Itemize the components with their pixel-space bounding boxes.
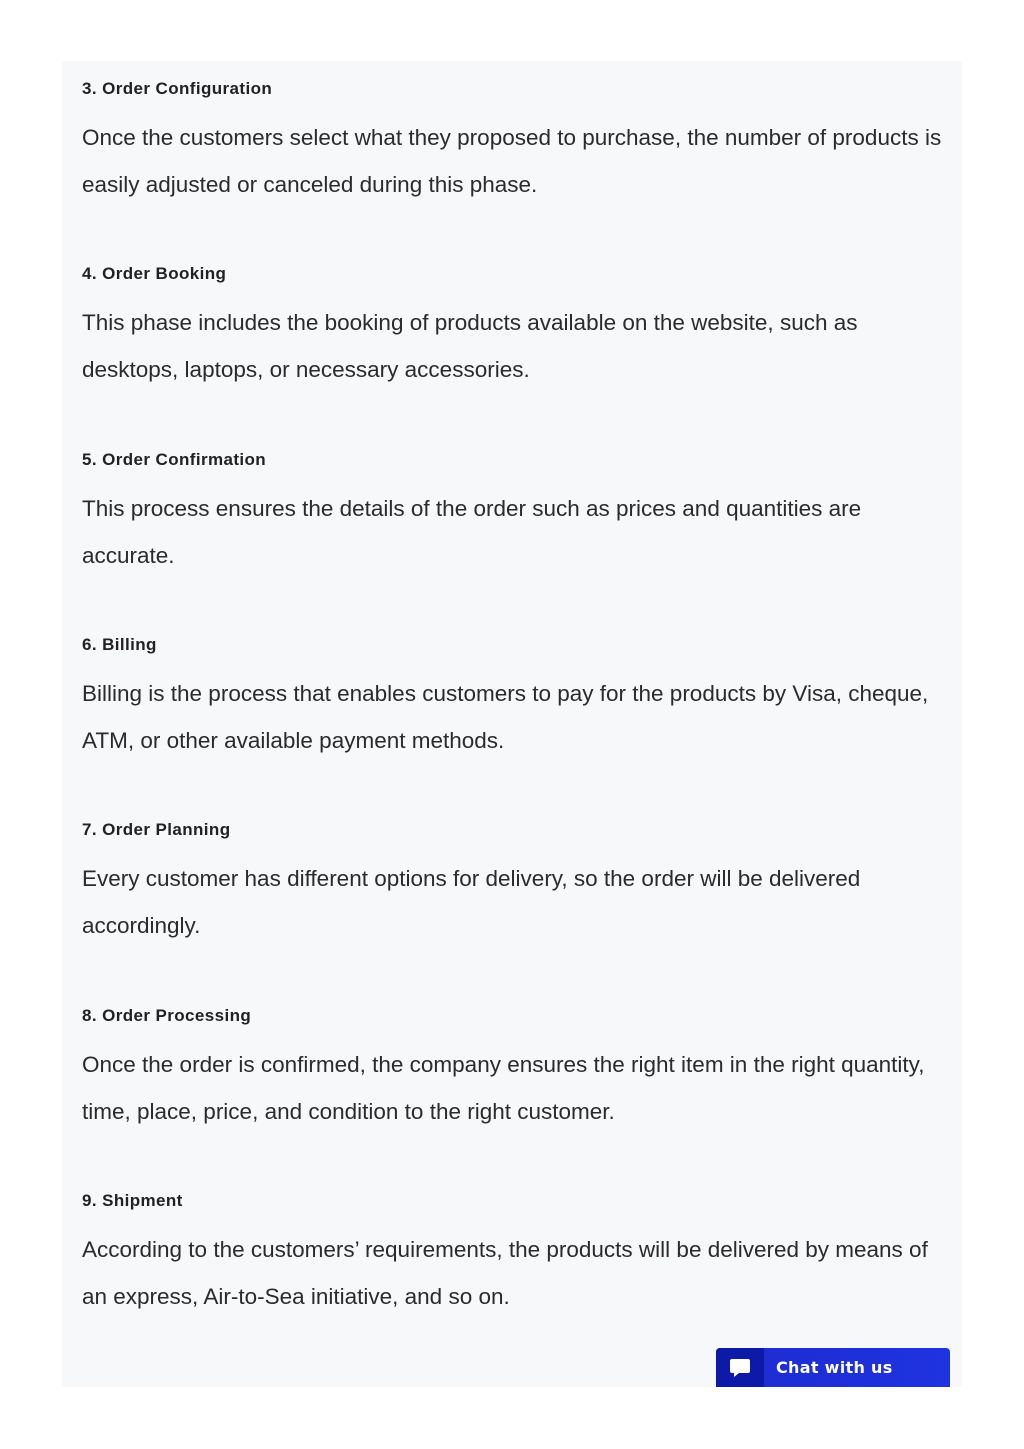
section-text: Once the customers select what they proposed to purchase, the number of products is easily adjusted or canceled during this phase. — [82, 125, 942, 197]
section-heading: 8. Order Processing — [82, 1006, 252, 1025]
section-text: Once the order is confirmed, the company ensures the right item in the right quantity, time, place, price, and condition to the right customer. — [82, 1052, 925, 1124]
section-heading: 3. Order Configuration — [82, 79, 273, 98]
section-order-configuration — [82, 79, 944, 208]
section-text: This phase includes the booking of products available on the website, such as desktops, laptops, or necessary accessories. — [82, 310, 858, 382]
section-order-confirmation — [82, 450, 944, 579]
section-text: According to the customers’ requirements, the products will be delivered by means of an express, Air-to-Sea initiative, and so on. — [82, 1237, 928, 1309]
section-text: This process ensures the details of the order such as prices and quantities are accurate. — [82, 496, 862, 568]
chat-label: Chat with us — [776, 1358, 893, 1377]
section-billing — [82, 635, 944, 764]
section-heading: 5. Order Confirmation — [82, 450, 267, 469]
section-order-planning — [82, 820, 944, 949]
section-text: Every customer has different options for delivery, so the order will be delivered accordingly. — [82, 866, 861, 938]
chat-with-us-button[interactable] — [716, 1348, 950, 1387]
section-heading: 9. Shipment — [82, 1191, 183, 1210]
section-heading: 4. Order Booking — [82, 264, 227, 283]
section-order-booking — [82, 264, 944, 393]
content-panel — [62, 61, 962, 1387]
section-shipment — [82, 1191, 944, 1320]
section-text: Billing is the process that enables customers to pay for the products by Visa, cheque, ATM, or other available payment methods. — [82, 681, 929, 753]
section-heading: 6. Billing — [82, 635, 157, 654]
section-heading: 7. Order Planning — [82, 820, 231, 839]
section-order-processing — [82, 1006, 944, 1135]
chat-bubble-icon — [716, 1348, 764, 1387]
